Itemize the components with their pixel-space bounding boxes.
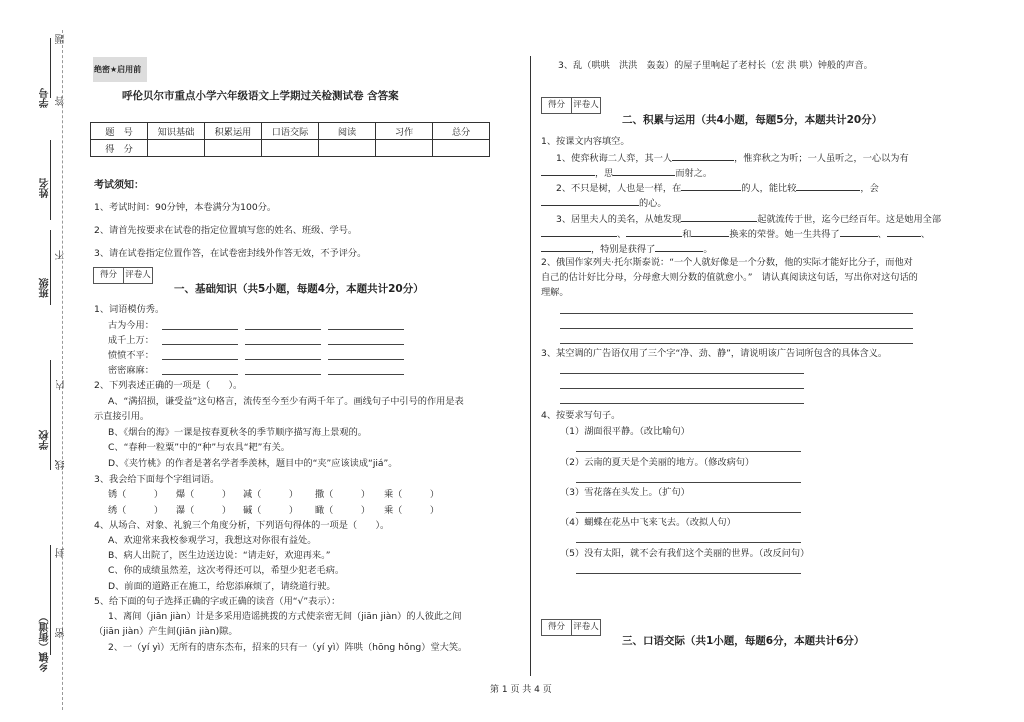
answer-line[interactable] <box>245 344 321 345</box>
score-cell[interactable] <box>433 140 490 157</box>
section2-heading: 二、积累与运用（共4小题，每题5分，本题共计20分） <box>622 114 883 126</box>
q3-cell: 爆（ ） <box>176 489 232 500</box>
answer-line[interactable] <box>328 374 404 375</box>
s2-q4-text: 4、按要求写句子。 <box>541 410 621 421</box>
seal-char-da: 答 <box>56 96 67 106</box>
score-table <box>90 122 490 157</box>
answer-line[interactable] <box>245 359 321 360</box>
grader-reviewer-label: 评卷人 <box>123 268 152 283</box>
q5-item-1: 1、离间（jiān jiàn）计是多采用造谣挑拨的方式使亲密无间（jiān jiàn）的人彼此之间 <box>108 611 462 622</box>
answer-line[interactable] <box>576 451 801 452</box>
grader-score-label: 得分 <box>547 622 565 632</box>
notice-item: 2、请首先按要求在试卷的指定位置填写您的姓名、班级、学号。 <box>94 225 358 236</box>
q3-cell: 乘（ ） <box>384 505 440 516</box>
score-header-cell: 知识基础 <box>148 123 205 140</box>
score-cell[interactable] <box>319 140 376 157</box>
score-header-cell: 题 号 <box>91 123 148 140</box>
s2-q4-item: （2）云南的夏天是个美丽的地方。（修改病句） <box>560 457 755 468</box>
q3-cell: 瞰（ ） <box>315 505 371 516</box>
s2-q2-text: 2、俄国作家列夫·托尔斯泰说：“一个人就好像是一个分数，他的实际才能好比分子，而他对 <box>541 257 913 268</box>
seal-char-xian: 线 <box>56 460 67 470</box>
answer-line[interactable] <box>560 328 913 329</box>
s2-q1-2-cont: 的心。 <box>541 196 667 210</box>
q5-item-3: 3、乱（哄哄 洪洪 轰轰）的屋子里响起了老村长（宏 洪 哄）钟般的声音。 <box>558 60 873 71</box>
score-header-cell: 总分 <box>433 123 490 140</box>
s2-q4-item: （5）没有太阳，就不会有我们这个美丽的世界。（改反问句） <box>560 548 810 559</box>
q2-option-a: A、“满招损，谦受益”这句格言，流传至今至少有两千年了。画线句子中引号的作用是表 <box>108 396 464 407</box>
q5-item-2: 2、一（yí yì）无所有的唐东杰布，招来的只有一（yí yì）阵哄（hōng hǒng）堂大笑。 <box>108 642 468 653</box>
grader-box <box>541 619 601 636</box>
s2-q4-item: （1）湖面很平静。（改比喻句） <box>560 426 690 437</box>
seal-char-feng: 封 <box>56 548 67 558</box>
score-cell[interactable] <box>148 140 205 157</box>
answer-line[interactable] <box>162 359 238 360</box>
section3-heading: 三、口语交际（共1小题，每题6分，本题共计6分） <box>622 635 865 647</box>
q2-option-c: C、“春种一粒粟”中的“种”与农具“耙”有关。 <box>108 442 290 453</box>
seal-char-mi: 密 <box>56 628 67 638</box>
q1-item: 密密麻麻： <box>108 365 154 376</box>
s2-q1-3-cont2: ，特别是获得了 。 <box>541 242 713 256</box>
grader-box <box>541 97 601 114</box>
answer-line[interactable] <box>576 482 801 483</box>
q4-text: 4、从场合、对象、礼貌三个角度分析，下列语句得体的一项是（ ）。 <box>94 520 390 531</box>
answer-line[interactable] <box>576 542 801 543</box>
q3-cell: 乘（ ） <box>384 489 440 500</box>
score-header-cell: 习作 <box>376 123 433 140</box>
answer-line[interactable] <box>560 388 804 389</box>
q2-text: 2、下列表述正确的一项是（ ）。 <box>94 380 243 391</box>
q3-text: 3、我会给下面每个字组词语。 <box>94 474 220 485</box>
answer-line[interactable] <box>560 313 913 314</box>
seal-line <box>62 30 63 710</box>
q1-item: 愤愤不平： <box>108 350 154 361</box>
answer-line[interactable] <box>162 344 238 345</box>
secret-label: 绝密★启用前 <box>94 65 142 74</box>
s2-q1-1-cont: ，思 而射之。 <box>541 166 712 180</box>
q4-option-d: D、前面的道路正在施工，给您添麻烦了，请绕道行驶。 <box>108 581 336 592</box>
q2-option-b: B、《烟台的海》一课是按春夏秋冬的季节顺序描写海上景观的。 <box>108 427 367 438</box>
s2-q1-3-cont: 、 和 换来的荣誉。她一生共得了 、 、 <box>541 227 930 241</box>
q3-cell: 碱（ ） <box>243 505 299 516</box>
grader-score-label: 得分 <box>547 100 565 110</box>
score-row-label: 得 分 <box>91 140 148 157</box>
binding-strip <box>0 0 90 722</box>
answer-line[interactable] <box>560 373 804 374</box>
section1-heading: 一、基础知识（共5小题，每题4分，本题共计20分） <box>174 283 424 295</box>
q1-text: 1、词语模仿秀。 <box>94 304 165 315</box>
s2-q2-text-cont: 自己的估计好比分母，分母愈大则分数的值就愈小。” 请认真阅读这句话，写出你对这句话的 <box>541 272 918 283</box>
q4-option-a: A、欢迎常来我校参观学习，我想这对你很有益处。 <box>108 535 317 546</box>
column-divider <box>530 56 531 676</box>
answer-line[interactable] <box>328 329 404 330</box>
q5-text: 5、给下面的句子选择正确的字或正确的读音（用“√”表示）： <box>94 596 341 607</box>
class-label: 班级 <box>40 278 51 298</box>
s2-q2-text-cont2: 理解。 <box>541 287 569 298</box>
town-label: 乡镇（街道） <box>40 612 51 672</box>
q2-option-a-cont: 示直接引用。 <box>94 411 150 422</box>
q1-item: 成千上万： <box>108 335 154 346</box>
notice-item: 1、考试时间：90分钟，本卷满分为100分。 <box>94 202 277 213</box>
notice-heading: 考试须知： <box>94 180 144 191</box>
q3-cell: 锈（ ） <box>108 489 164 500</box>
score-header-cell: 积累运用 <box>205 123 262 140</box>
grader-score-label: 得分 <box>99 270 117 280</box>
seal-char-nei: 内 <box>56 380 67 390</box>
s2-q1-3: 3、居里夫人的美名，从她发现 起就流传于世，迄今已经百年。这是她用全部 <box>556 214 942 225</box>
q3-cell: 撒（ ） <box>315 489 371 500</box>
answer-line[interactable] <box>576 573 801 574</box>
answer-line[interactable] <box>328 344 404 345</box>
page-title: 呼伦贝尔市重点小学六年级语文上学期过关检测试卷 含答案 <box>122 90 399 102</box>
answer-line[interactable] <box>576 512 801 513</box>
q5-item-1-cont: （jiān jiàn）产生间(jiān jiàn)隙。 <box>94 626 238 637</box>
notice-item: 3、请在试卷指定位置作答，在试卷密封线外作答无效，不予评分。 <box>94 248 367 259</box>
answer-line[interactable] <box>560 403 804 404</box>
q1-item: 古为今用： <box>108 320 154 331</box>
student-id-label: 学号 <box>40 88 51 108</box>
answer-line[interactable] <box>328 359 404 360</box>
answer-line[interactable] <box>162 374 238 375</box>
s2-q1-2: 2、不只是树，人也是一样，在 的人，能比较 ，会 <box>556 183 879 194</box>
score-cell[interactable] <box>376 140 433 157</box>
q4-option-b: B、病人出院了，医生边送边说：“请走好，欢迎再来。” <box>108 550 331 561</box>
score-header-cell: 阅读 <box>319 123 376 140</box>
name-label: 姓名 <box>40 178 51 198</box>
q3-cell: 绣（ ） <box>108 505 164 516</box>
q3-cell: 瀑（ ） <box>176 505 232 516</box>
page-footer: 第 1 页 共 4 页 <box>490 685 552 695</box>
grader-box <box>93 267 153 284</box>
score-cell[interactable] <box>205 140 262 157</box>
s2-q1-text: 1、按课文内容填空。 <box>541 136 630 147</box>
score-cell[interactable] <box>262 140 319 157</box>
score-header-cell: 口语交际 <box>262 123 319 140</box>
seal-char-bu: 不 <box>56 250 67 260</box>
answer-line[interactable] <box>560 343 913 344</box>
q3-cell: 减（ ） <box>243 489 299 500</box>
grader-reviewer-label: 评卷人 <box>571 98 600 113</box>
q2-option-d: D、《夹竹桃》的作者是著名学者季羡林，题目中的“夹”应该读成“jiá”。 <box>108 458 398 469</box>
s2-q3-text: 3、某空调的广告语仅用了三个字“净、劲、静”，请说明该广告词所包含的具体含义。 <box>541 348 888 359</box>
answer-line[interactable] <box>245 374 321 375</box>
seal-char-ti: 题 <box>56 34 67 44</box>
answer-line[interactable] <box>245 329 321 330</box>
q4-option-c: C、你的成绩虽然差，这次考得还可以，希望少犯老毛病。 <box>108 565 345 576</box>
s2-q4-item: （3）雪花落在头发上。（扩句） <box>560 487 690 498</box>
s2-q4-item: （4）蝴蝶在花丛中飞来飞去。（改拟人句） <box>560 517 736 528</box>
s2-q1-1: 1、使弈秋诲二人弈，其一人 ，惟弈秋之为听；一人虽听之，一心以为有 <box>556 153 909 164</box>
grader-reviewer-label: 评卷人 <box>571 620 600 635</box>
school-label: 学校 <box>40 430 51 450</box>
answer-line[interactable] <box>162 329 238 330</box>
